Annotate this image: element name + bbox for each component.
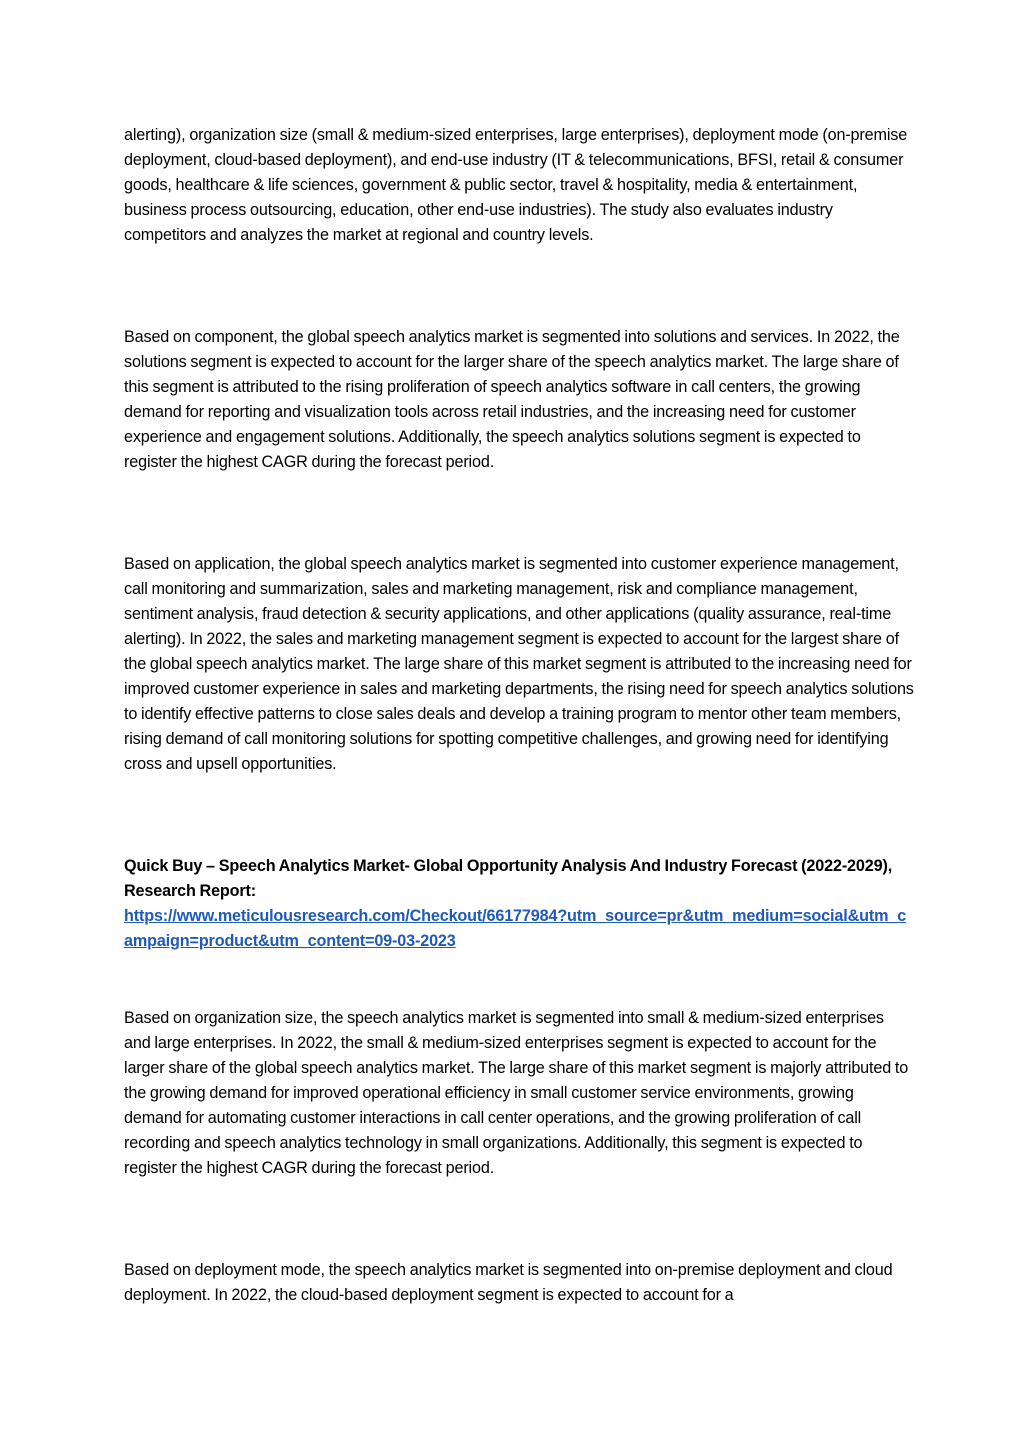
quick-buy-block (124, 854, 914, 954)
paragraph-organization-size-segment: Based on organization size, the speech analytics market is segmented into small & medium-sized enterprises and large enterprises. In 2022, the small & medium-sized enterprises segment is expected to account for the larger share of the global speech analytics market. The large share of this market segment is majorly attributed to the growing demand for improved operational efficiency in small customer service environments, growing demand for automating customer interactions in call center operations, and the growing proliferation of call recording and speech analytics technology in small organizations. Additionally, this segment is expected to register the highest CAGR during the forecast period. (124, 1009, 909, 1177)
quick-buy-heading: Quick Buy – Speech Analytics Market- Global Opportunity Analysis And Industry Forecast (2022-2029), Research Report: (124, 857, 893, 900)
paragraph-application-segment: Based on application, the global speech analytics market is segmented into customer experience management, call monitoring and summarization, sales and marketing management, risk and compliance management, sentiment analysis, fraud detection & security applications, and other applications (quality assurance, real-time alerting). In 2022, the sales and marketing management segment is expected to account for the largest share of the global speech analytics market. The large share of this market segment is attributed to the increasing need for improved customer experience in sales and marketing departments, the rising need for speech analytics solutions to identify effective patterns to close sales deals and develop a training program to mentor other team members, rising demand of call monitoring solutions for spotting competitive challenges, and growing need for identifying cross and upsell opportunities. (124, 555, 914, 773)
paragraph-segmentation-overview: alerting), organization size (small & medium-sized enterprises, large enterprises), deployment mode (on-premise deployment, cloud-based deployment), and end-use industry (IT & telecommunications, BFSI, retail & consumer goods, healthcare & life sciences, government & public sector, travel & hospitality, media & entertainment, business process outsourcing, education, other end-use industries). The study also evaluates industry competitors and analyzes the market at regional and country levels. (124, 126, 908, 244)
paragraph-deployment-mode-segment: Based on deployment mode, the speech analytics market is segmented into on-premise deployment and cloud deployment. In 2022, the cloud-based deployment segment is expected to account for a (124, 1261, 893, 1304)
quick-buy-link[interactable]: https://www.meticulousresearch.com/Checkout/66177984?utm_source=pr&utm_medium=social&utm_campaign=product&utm_content=09-03-2023 (124, 907, 907, 950)
paragraph-component-segment: Based on component, the global speech analytics market is segmented into solutions and services. In 2022, the solutions segment is expected to account for the larger share of the speech analytics market. The large share of this segment is attributed to the rising proliferation of speech analytics software in call centers, the growing demand for reporting and visualization tools across retail industries, and the increasing need for customer experience and engagement solutions. Additionally, the speech analytics solutions segment is expected to register the highest CAGR during the forecast period. (124, 328, 900, 471)
